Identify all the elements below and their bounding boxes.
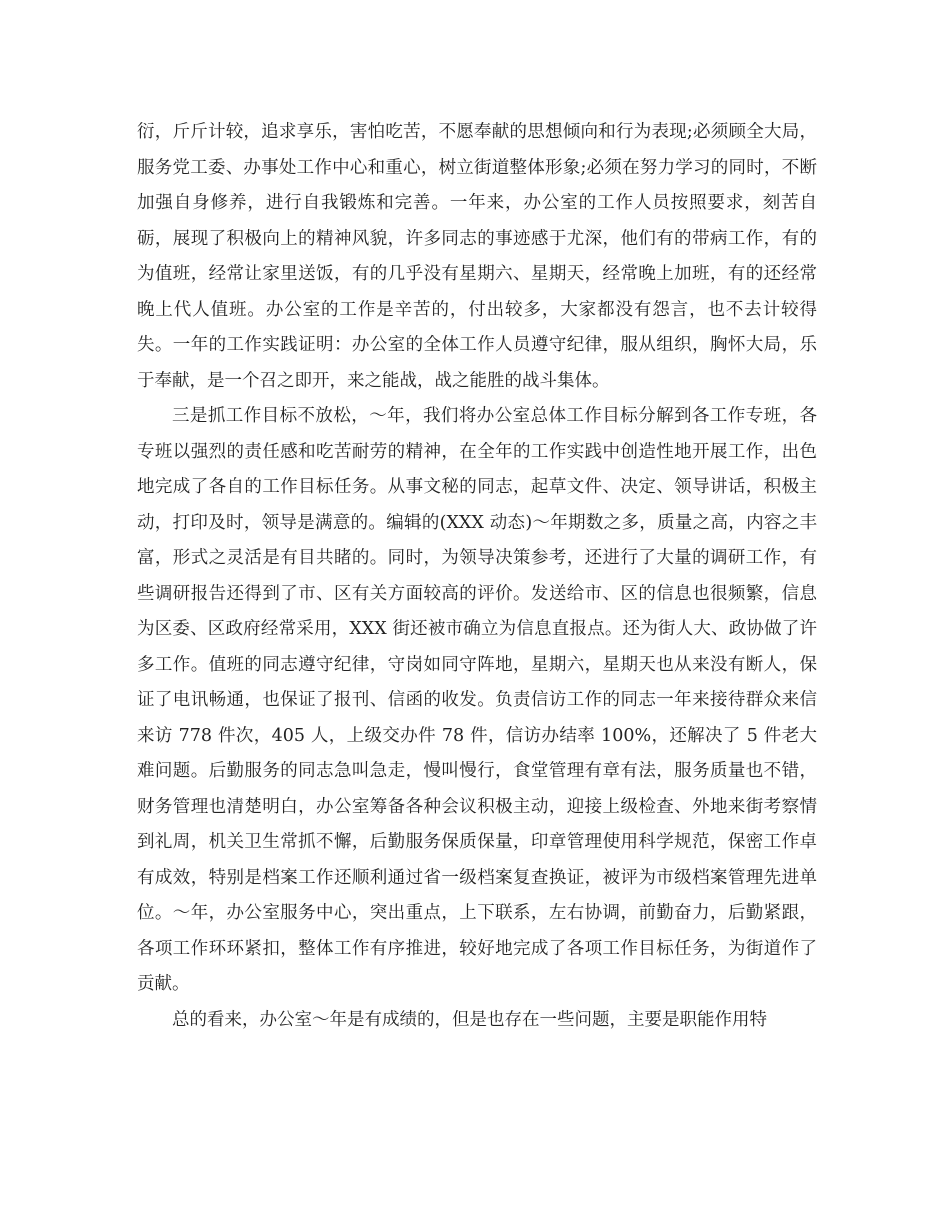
document-body bbox=[137, 115, 817, 1038]
paragraph-3: 总的看来，办公室～年是有成绩的，但是也存在一些问题，主要是职能作用特 bbox=[172, 1009, 767, 1030]
paragraph-1: 衍，斤斤计较，追求享乐，害怕吃苦，不愿奉献的思想倾向和行为表现;必须顾全大局，服务党工委、办事处工作中心和重心，树立街道整体形象;必须在努力学习的同时，不断加强自身修养，进行自我锻炼和完善。一年来，办公室的工作人员按照要求，刻苦自砺，展现了积极向上的精神风貌，许多同志的事迹感于尤深，他们有的带病工作，有的为值班，经常让家里送饭，有的几乎没有星期六、星期天，经常晚上加班，有的还经常晚上代人值班。办公室的工作是辛苦的，付出较多，大家都没有怨言，也不去计较得失。一年的工作实践证明：办公室的全体工作人员遵守纪律，服从组织，胸怀大局，乐于奉献，是一个召之即开，来之能战，战之能胜的战斗集体。 bbox=[137, 122, 817, 391]
paragraph-2: 三是抓工作目标不放松，～年，我们将办公室总体工作目标分解到各工作专班，各专班以强烈的责任感和吃苦耐劳的精神，在全年的工作实践中创造性地开展工作，出色地完成了各自的工作目标任务。从事文秘的同志，起草文件、决定、领导讲话，积极主动，打印及时，领导是满意的。编辑的(XXX 动态)～年期数之多，质量之高，内容之丰富，形式之灵活是有目共睹的。同时，为领导决策参考，还进行了大量的调研工作，有些调研报告还得到了市、区有关方面较高的评价。发送给市、区的信息也很频繁，信息为区委、区政府经常采用，XXX 街还被市确立为信息直报点。还为街人大、政协做了许多工作。值班的同志遵守纪律，守岗如同守阵地，星期六，星期天也从来没有断人，保证了电讯畅通，也保证了报刊、信函的收发。负责信访工作的同志一年来接待群众来信来访 778 件次，405 人，上级交办件 78 件，信访办结率 100%，还解决了 5 件老大难问题。后勤服务的同志急叫急走，慢叫慢行，食堂管理有章有法，服务质量也不错，财务管理也清楚明白，办公室筹备各种会议积极主动，迎接上级检查、外地来街考察情到礼周，机关卫生常抓不懈，后勤服务保质保量，印章管理使用科学规范，保密工作卓有成效，特别是档案工作还顺利通过省一级档案复查换证，被评为市级档案管理先进单位。～年，办公室服务中心，突出重点，上下联系，左右协调，前勤奋力，后勤紧跟，各项工作环环紧扣，整体工作有序推进，较好地完成了各项工作目标任务，为街道作了贡献。 bbox=[137, 406, 817, 994]
